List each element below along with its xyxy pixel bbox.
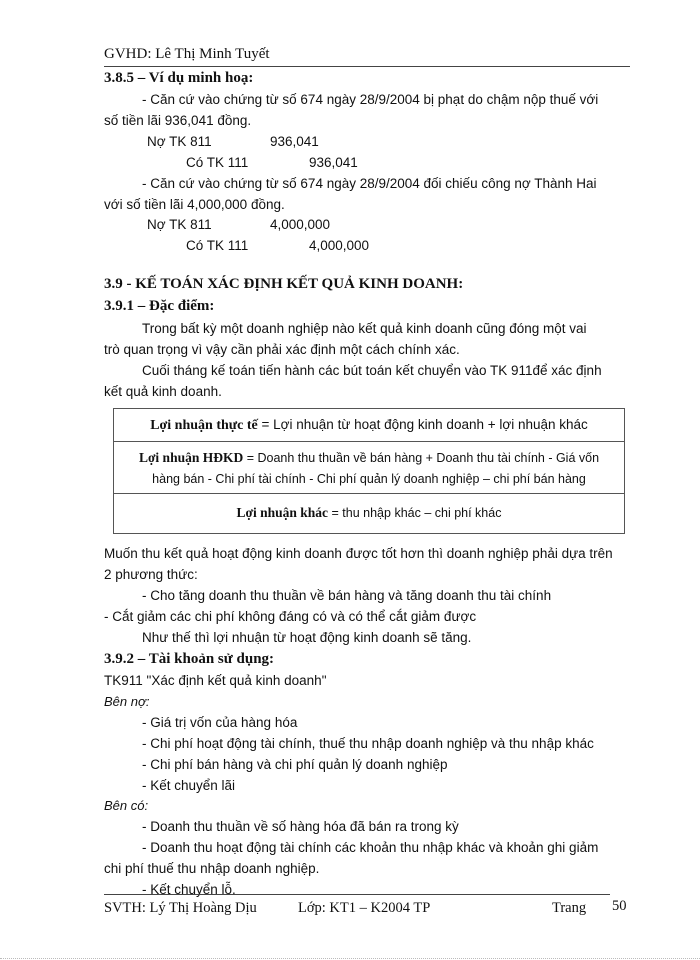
entry-credit-account: Có TK 111 <box>186 155 249 170</box>
credit-side-label: Bên có: <box>104 798 149 813</box>
list-item: - Cắt giảm các chi phí không đáng có và có thể cắt giảm được <box>104 609 477 624</box>
formula-row-business-profit <box>114 442 624 494</box>
paragraph-line: Cuối tháng kế toán tiến hành các bút toán kết chuyển vào TK 911để xác định <box>142 363 602 378</box>
paragraph-line: kết quả kinh doanh. <box>104 384 222 399</box>
footer-page-label: Trang <box>552 900 587 916</box>
entry-debit-account: Nợ TK 811 <box>147 134 212 149</box>
paragraph-line: 2 phương thức: <box>104 567 198 582</box>
profit-formula-box <box>113 408 625 534</box>
account-name: TK911 "Xác định kết quả kinh doanh" <box>104 673 327 688</box>
debit-side-label: Bên nợ: <box>104 694 150 709</box>
section-3-8-5-title: 3.8.5 – Ví dụ minh hoạ: <box>104 70 254 86</box>
section-3-9-2-title: 3.9.2 – Tài khoản sử dụng: <box>104 651 275 667</box>
formula-text: = thu nhập khác – chi phí khác <box>328 506 502 520</box>
page-header: GVHD: Lê Thị Minh Tuyết <box>104 46 270 62</box>
formula-text: hàng bán - Chi phí tài chính - Chi phí quản lý doanh nghiệp – chi phí bán hàng <box>152 472 586 486</box>
formula-row-other-profit <box>114 494 624 534</box>
paragraph-line: - Căn cứ vào chứng từ số 674 ngày 28/9/2004 đối chiếu công nợ Thành Hai <box>142 176 597 191</box>
entry-credit-account: Có TK 111 <box>186 238 249 253</box>
formula-label: Lợi nhuận thực tế <box>150 418 258 433</box>
footer-student: SVTH: Lý Thị Hoàng Dịu <box>104 900 257 916</box>
section-3-9-1-title: 3.9.1 – Đặc điểm: <box>104 298 215 314</box>
footer-rule <box>104 894 610 895</box>
formula-text: = Doanh thu thuần về bán hàng + Doanh thu tài chính - Giá vốn <box>243 451 600 465</box>
entry-credit-amount: 4,000,000 <box>309 238 370 253</box>
section-3-9-title: 3.9 - KẾ TOÁN XÁC ĐỊNH KẾT QUẢ KINH DOANH: <box>104 276 464 292</box>
entry-debit-amount: 4,000,000 <box>270 217 331 232</box>
entry-debit-account: Nợ TK 811 <box>147 217 212 232</box>
debit-item: - Giá trị vốn của hàng hóa <box>142 715 298 730</box>
formula-row-actual-profit <box>114 409 624 442</box>
paragraph-line: với số tiền lãi 4,000,000 đồng. <box>104 197 285 212</box>
credit-item: - Kết chuyển lỗ. <box>142 882 236 897</box>
paragraph-line: Muốn thu kết quả hoạt động kinh doanh được tốt hơn thì doanh nghiệp phải dựa trên <box>104 546 613 561</box>
formula-label: Lợi nhuận khác <box>236 505 329 520</box>
entry-credit-amount: 936,041 <box>309 155 358 170</box>
formula-text: = Lợi nhuận từ hoạt động kinh doanh + lợi nhuận khác <box>257 417 588 432</box>
paragraph-line: trò quan trọng vì vậy cần phải xác định một cách chính xác. <box>104 342 460 357</box>
entry-debit-amount: 936,041 <box>270 134 319 149</box>
page-bottom-edge <box>0 958 700 959</box>
debit-item: - Kết chuyển lãi <box>142 778 236 793</box>
formula-label: Lợi nhuận HĐKD <box>138 450 244 465</box>
paragraph-line: Như thế thì lợi nhuận từ hoạt động kinh doanh sẽ tăng. <box>142 630 472 645</box>
footer-class: Lớp: KT1 – K2004 TP <box>298 900 431 916</box>
page-number: 50 <box>612 898 627 914</box>
paragraph-line: - Căn cứ vào chứng từ số 674 ngày 28/9/2004 bị phạt do chậm nộp thuế với <box>142 92 599 107</box>
debit-item: - Chi phí hoạt động tài chính, thuế thu nhập doanh nghiệp và thu nhập khác <box>142 736 594 751</box>
header-rule <box>104 66 630 67</box>
credit-item: - Doanh thu hoạt động tài chính các khoản thu nhập khác và khoản ghi giảm <box>142 840 599 855</box>
debit-item: - Chi phí bán hàng và chi phí quản lý doanh nghiệp <box>142 757 448 772</box>
credit-item-continuation: chi phí thuế thu nhập doanh nghiệp. <box>104 861 320 876</box>
credit-item: - Doanh thu thuần về số hàng hóa đã bán ra trong kỳ <box>142 819 459 834</box>
paragraph-line: Trong bất kỳ một doanh nghiệp nào kết quả kinh doanh cũng đóng một vai <box>142 321 587 336</box>
list-item: - Cho tăng doanh thu thuần về bán hàng và tăng doanh thu tài chính <box>142 588 552 603</box>
paragraph-line: số tiền lãi 936,041 đồng. <box>104 113 252 128</box>
